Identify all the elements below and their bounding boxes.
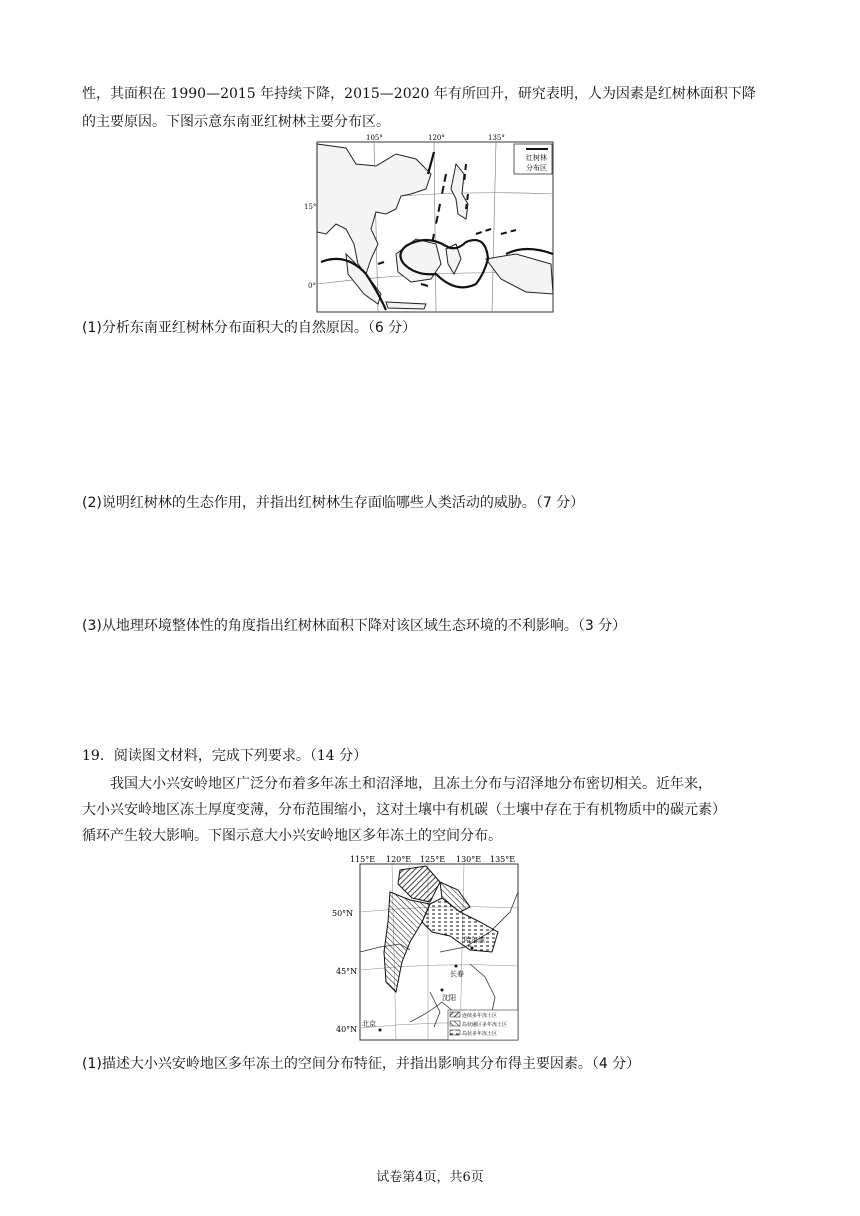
city-shenyang: 沈阳	[442, 994, 456, 1002]
legend-continuous-permafrost: 连续多年冻土区	[462, 1013, 498, 1019]
city-harbin: 哈尔滨	[464, 936, 485, 944]
map2-lat-40: 40°N	[336, 1025, 358, 1034]
legend-island-permafrost: 岛状多年冻土区	[462, 1031, 498, 1037]
question-19-para-1: 我国大小兴安岭地区广泛分布着多年冻土和沼泽地，且冻土分布与沼泽地分布密切相关。近年来，	[110, 776, 712, 792]
map2-lon-115: 115°E	[350, 855, 376, 864]
map1-lon-105: 105°	[366, 134, 383, 142]
map2-lon-120: 120°E	[386, 855, 412, 864]
question-18-3: (3)从地理环境整体性的角度指出红树林面积下降对该区域生态环境的不利影响。（3 分）	[82, 618, 627, 634]
page-footer: 试卷第4页，共6页	[376, 1170, 484, 1185]
map1-lon-120: 120°	[428, 134, 445, 142]
map1-lat-0: 0°	[308, 282, 316, 290]
map2-lon-135: 135°E	[490, 855, 516, 864]
question-19-para-3: 循环产生较大影响。下图示意大小兴安岭地区多年冻土的空间分布。	[82, 828, 502, 844]
legend-island-thaw-permafrost: 岛状融区多年冻土区	[462, 1022, 508, 1028]
question-18-2: (2)说明红树林的生态作用，并指出红树林生存面临哪些人类活动的威胁。（7 分）	[82, 495, 585, 511]
question-19-para-2: 大小兴安岭地区冻土厚度变薄，分布范围缩小，这对土壤中有机碳（土壤中存在于有机物质中的碳元素）	[82, 802, 726, 818]
map2-lon-130: 130°E	[456, 855, 482, 864]
map2-lat-45: 45°N	[336, 967, 358, 976]
city-changchun: 长春	[450, 970, 464, 978]
question-19-heading: 19．阅读图文材料，完成下列要求。（14 分）	[82, 748, 368, 764]
map2-lat-50: 50°N	[332, 909, 354, 918]
southeast-asia-mangrove-map	[316, 134, 556, 314]
intro-line-1: 性，其面积在 1990—2015 年持续下降，2015—2020 年有所回升，研究表明，人为因素是红树林面积下降	[82, 86, 756, 102]
intro-line-2: 的主要原因。下图示意东南亚红树林主要分布区。	[82, 114, 390, 130]
permafrost-distribution-map	[330, 852, 530, 1042]
question-18-1: (1)分析东南亚红树林分布面积大的自然原因。（6 分）	[82, 320, 417, 336]
map1-legend-line1: 红树林	[526, 154, 547, 162]
map1-lon-135: 135°	[488, 134, 505, 142]
question-19-1: (1)描述大小兴安岭地区多年冻土的空间分布特征，并指出影响其分布得主要因素。（4 分）	[82, 1056, 641, 1072]
map2-lon-125: 125°E	[420, 855, 446, 864]
city-beijing: 北京	[362, 1020, 376, 1028]
map1-legend-line2: 分布区	[526, 164, 547, 172]
map1-lat-15: 15°	[304, 203, 317, 211]
